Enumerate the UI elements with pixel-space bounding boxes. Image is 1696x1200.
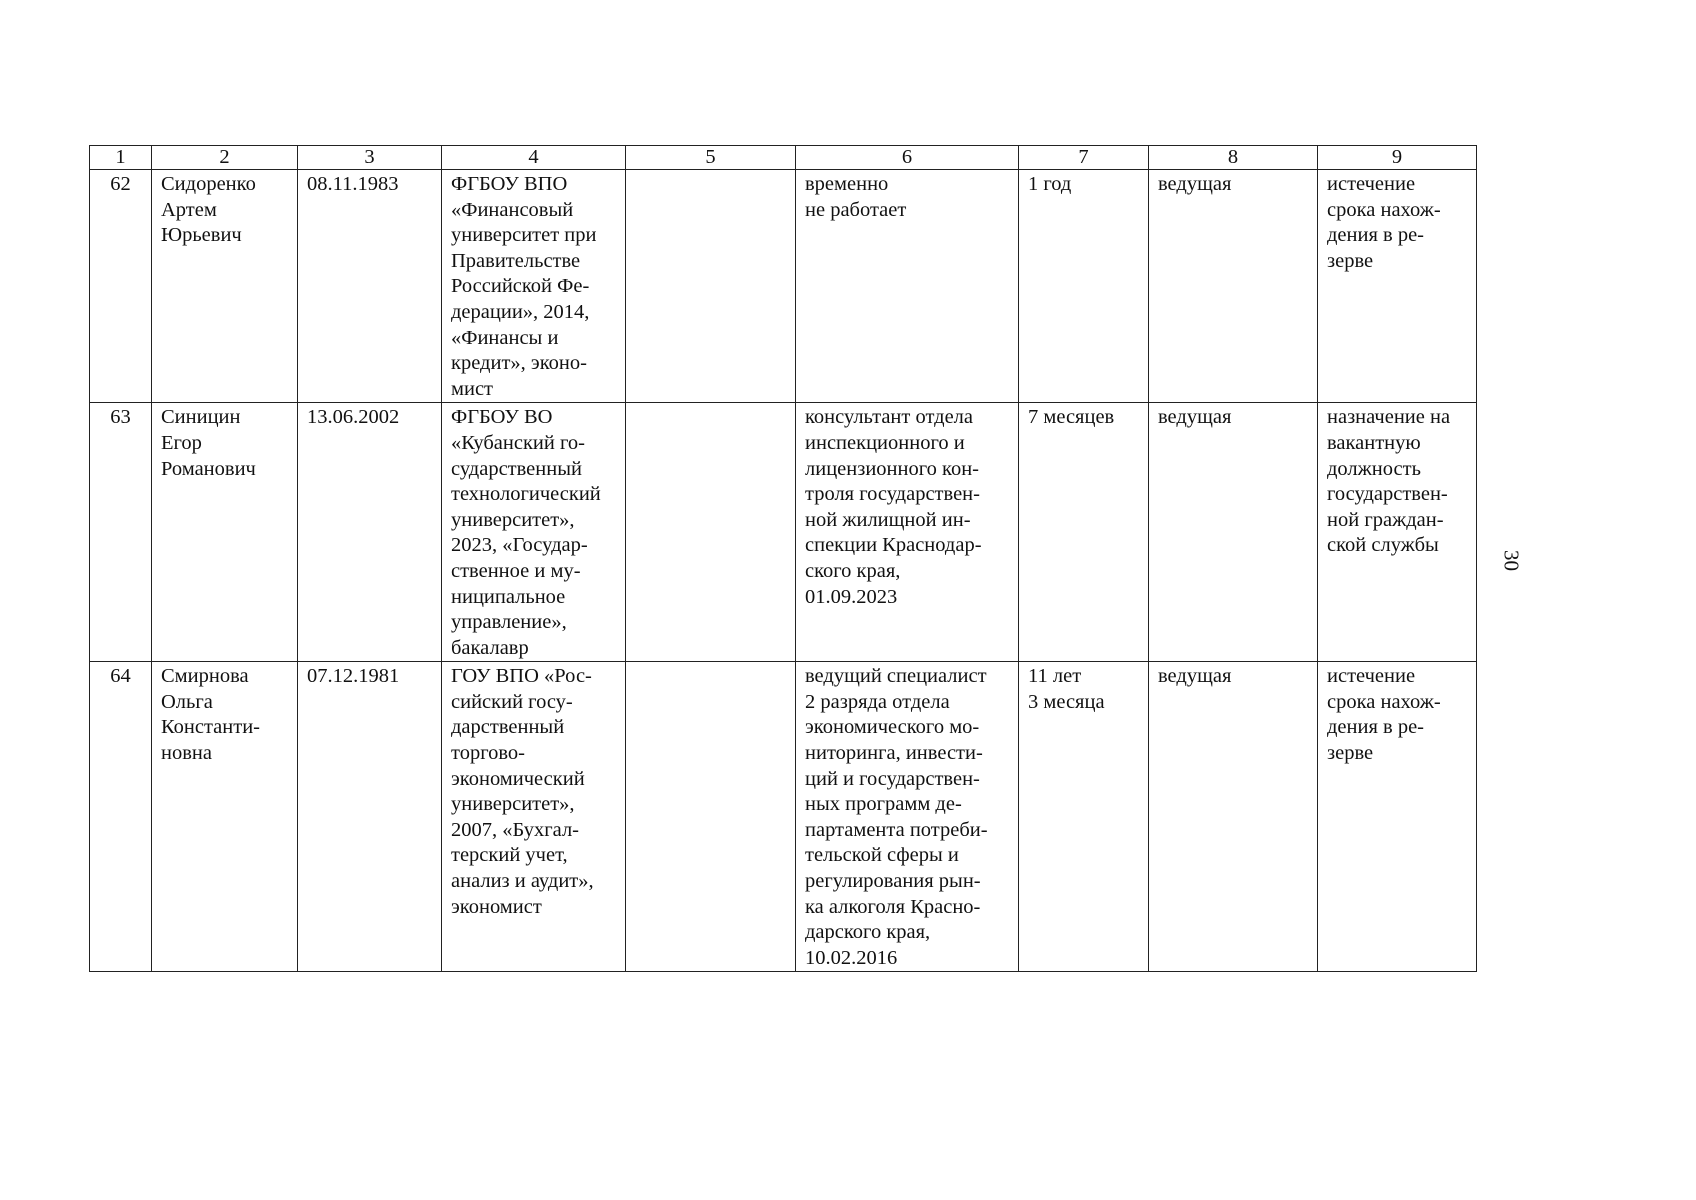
- full-name-cell: Смирнова Ольга Константи- новна: [152, 662, 298, 972]
- table-row: [90, 403, 1477, 662]
- col-header-8: 8: [1149, 146, 1318, 170]
- education-cell: ФГБОУ ВПО «Финансовый университет при Правительстве Российской Фе- дерации», 2014, «Финансы и кредит», эконо- мист: [442, 170, 626, 403]
- column-5-cell: [626, 170, 796, 403]
- education-cell: ГОУ ВПО «Рос- сийский госу- дарственный торгово- экономический университет», 2007, «Бухгал- терский учет, анализ и аудит», экономист: [442, 662, 626, 972]
- col-header-4: 4: [442, 146, 626, 170]
- experience-cell: 7 месяцев: [1019, 403, 1149, 662]
- col-header-3: 3: [298, 146, 442, 170]
- full-name-cell: Синицин Егор Романович: [152, 403, 298, 662]
- row-number: 64: [90, 662, 152, 972]
- position-cell: ведущий специалист 2 разряда отдела экономического мо- ниторинга, инвести- ций и государствен- ных программ де- партамента потреби- тельской сферы и регулирования рын- ка алкоголя Красно- дарского края, 10.02.2016: [796, 662, 1019, 972]
- header-row: [90, 146, 1477, 170]
- position-group-cell: ведущая: [1149, 662, 1318, 972]
- table-row: [90, 662, 1477, 972]
- position-cell: временно не работает: [796, 170, 1019, 403]
- col-header-7: 7: [1019, 146, 1149, 170]
- exclusion-reason-cell: назначение на вакантную должность государствен- ной граждан- ской службы: [1318, 403, 1477, 662]
- position-cell: консультант отдела инспекционного и лицензионного кон- троля государствен- ной жилищной ин- спекции Краснодар- ского края, 01.09.2023: [796, 403, 1019, 662]
- position-group-cell: ведущая: [1149, 403, 1318, 662]
- column-5-cell: [626, 403, 796, 662]
- page-number: 30: [1499, 550, 1524, 571]
- full-name-cell: Сидоренко Артем Юрьевич: [152, 170, 298, 403]
- row-number: 62: [90, 170, 152, 403]
- birth-date-cell: 07.12.1981: [298, 662, 442, 972]
- col-header-5: 5: [626, 146, 796, 170]
- col-header-6: 6: [796, 146, 1019, 170]
- row-number: 63: [90, 403, 152, 662]
- exclusion-reason-cell: истечение срока нахож- дения в ре- зерве: [1318, 170, 1477, 403]
- experience-cell: 11 лет 3 месяца: [1019, 662, 1149, 972]
- table-row: [90, 170, 1477, 403]
- col-header-1: 1: [90, 146, 152, 170]
- column-5-cell: [626, 662, 796, 972]
- col-header-9: 9: [1318, 146, 1477, 170]
- reserve-table: [89, 145, 1477, 972]
- col-header-2: 2: [152, 146, 298, 170]
- birth-date-cell: 13.06.2002: [298, 403, 442, 662]
- exclusion-reason-cell: истечение срока нахож- дения в ре- зерве: [1318, 662, 1477, 972]
- birth-date-cell: 08.11.1983: [298, 170, 442, 403]
- position-group-cell: ведущая: [1149, 170, 1318, 403]
- education-cell: ФГБОУ ВО «Кубанский го- сударственный технологический университет», 2023, «Государ- ственное и му- ниципальное управление», бакалавр: [442, 403, 626, 662]
- experience-cell: 1 год: [1019, 170, 1149, 403]
